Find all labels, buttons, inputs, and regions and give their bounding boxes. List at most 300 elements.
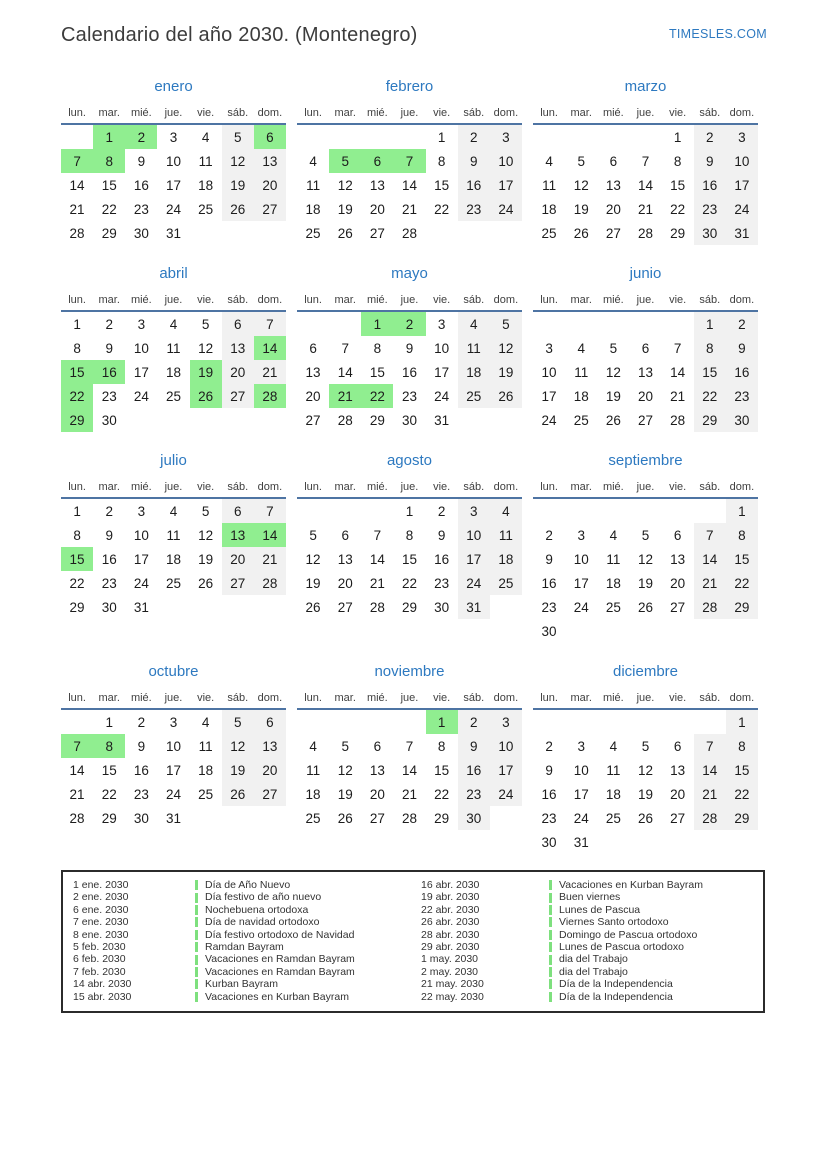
day-cell: 12 <box>198 527 214 543</box>
day-cell-empty <box>629 125 661 149</box>
day-cell: 30 <box>434 599 450 615</box>
weekday-label: jue. <box>164 692 183 704</box>
weekday-header <box>61 479 286 499</box>
month-title: agosto <box>386 452 433 469</box>
month-title: febrero <box>385 78 434 95</box>
day-cell: 25 <box>198 786 214 802</box>
legend-date: 15 abr. 2030 <box>73 990 132 1003</box>
weekday-label: dom. <box>493 481 519 493</box>
day-cell: 12 <box>305 551 321 567</box>
day-cell: 19 <box>337 786 353 802</box>
day-cell: 21 <box>401 201 417 217</box>
day-cell-empty <box>662 312 694 336</box>
day-cell: 4 <box>169 316 178 332</box>
weekday-label: mié. <box>366 294 388 306</box>
holiday-marker-icon <box>195 942 198 952</box>
day-cell: 1 <box>73 503 81 519</box>
day-cell: 15 <box>61 360 93 384</box>
day-cell: 5 <box>641 738 650 754</box>
day-cell: 27 <box>222 384 254 408</box>
weekday-label: mar. <box>334 107 356 119</box>
day-cell: 22 <box>434 786 450 802</box>
day-cell: 28 <box>337 412 353 428</box>
day-cell: 23 <box>401 388 417 404</box>
day-cell: 29 <box>694 408 726 432</box>
day-cell: 24 <box>165 786 181 802</box>
day-cell: 22 <box>670 201 686 217</box>
day-cell: 3 <box>490 710 522 734</box>
weekday-label: jue. <box>164 294 183 306</box>
day-cell: 17 <box>133 551 149 567</box>
day-cell: 10 <box>726 149 758 173</box>
weekday-label: sáb. <box>227 692 249 704</box>
month-days <box>297 312 522 432</box>
day-cell: 20 <box>670 575 686 591</box>
day-cell: 19 <box>637 575 653 591</box>
day-cell: 20 <box>254 173 286 197</box>
day-cell: 28 <box>694 595 726 619</box>
month-days <box>297 125 522 245</box>
day-cell: 21 <box>369 575 385 591</box>
weekday-label: mié. <box>366 107 388 119</box>
day-cell-empty <box>597 125 629 149</box>
month-diciembre <box>533 663 758 854</box>
day-cell: 26 <box>190 384 222 408</box>
day-cell: 18 <box>458 360 490 384</box>
day-cell: 17 <box>490 758 522 782</box>
weekday-label: lun. <box>304 692 322 704</box>
day-cell: 23 <box>541 599 557 615</box>
day-cell: 10 <box>434 340 450 356</box>
day-cell: 2 <box>437 503 446 519</box>
weekday-label: mié. <box>602 481 624 493</box>
day-cell: 31 <box>165 810 181 826</box>
day-cell: 20 <box>369 201 385 217</box>
day-cell: 13 <box>337 551 353 567</box>
day-cell-empty <box>297 710 329 734</box>
day-cell: 8 <box>93 734 125 758</box>
site-link[interactable]: TIMESLES.COM <box>668 27 767 41</box>
day-cell: 2 <box>545 738 553 754</box>
day-cell: 16 <box>401 364 417 380</box>
day-cell: 9 <box>545 551 553 567</box>
day-cell: 27 <box>222 571 254 595</box>
legend-holiday-name: Día festivo de año nuevo <box>205 891 322 904</box>
month-noviembre <box>297 663 522 854</box>
day-cell: 31 <box>573 834 589 850</box>
month-days <box>61 312 286 432</box>
legend-holiday <box>549 978 753 990</box>
month-days <box>61 710 286 830</box>
weekday-label: mar. <box>98 107 120 119</box>
day-cell: 26 <box>337 225 353 241</box>
month-febrero <box>297 78 522 245</box>
day-cell: 12 <box>637 551 653 567</box>
day-cell-empty <box>297 499 329 523</box>
weekday-label: sáb. <box>699 107 721 119</box>
legend-date: 6 feb. 2030 <box>73 953 126 966</box>
month-title: marzo <box>624 78 667 95</box>
day-cell: 15 <box>101 762 117 778</box>
day-cell: 8 <box>437 153 446 169</box>
month-title: octubre <box>148 663 199 680</box>
day-cell: 19 <box>490 360 522 384</box>
day-cell: 30 <box>101 412 117 428</box>
day-cell: 4 <box>577 340 585 356</box>
day-cell-empty <box>565 312 597 336</box>
day-cell: 6 <box>373 738 382 754</box>
weekday-header <box>297 479 522 499</box>
day-cell: 15 <box>694 360 726 384</box>
day-cell: 11 <box>542 177 557 193</box>
day-cell: 2 <box>125 125 157 149</box>
weekday-label: vie. <box>197 107 215 119</box>
weekday-label: lun. <box>540 692 558 704</box>
day-cell: 27 <box>637 412 653 428</box>
weekday-label: mar. <box>334 294 356 306</box>
legend-date: 29 abr. 2030 <box>421 941 480 954</box>
day-cell: 9 <box>105 527 113 543</box>
day-cell: 23 <box>694 197 726 221</box>
day-cell: 9 <box>694 149 726 173</box>
weekday-label: jue. <box>400 294 419 306</box>
day-cell: 26 <box>198 575 214 591</box>
day-cell: 5 <box>201 316 210 332</box>
day-cell: 5 <box>201 503 210 519</box>
day-cell-empty <box>533 312 565 336</box>
day-cell: 23 <box>434 575 450 591</box>
day-cell: 11 <box>306 762 321 778</box>
day-cell-empty <box>694 710 726 734</box>
day-cell: 13 <box>369 762 385 778</box>
day-cell: 7 <box>61 149 93 173</box>
day-cell: 15 <box>434 177 450 193</box>
day-cell: 3 <box>577 527 585 543</box>
day-cell: 25 <box>305 810 321 826</box>
weekday-label: jue. <box>164 481 183 493</box>
day-cell: 29 <box>726 806 758 830</box>
day-cell: 11 <box>606 551 621 567</box>
day-cell: 9 <box>726 336 758 360</box>
weekday-label: lun. <box>540 294 558 306</box>
day-cell: 16 <box>93 360 125 384</box>
month-days <box>533 710 758 854</box>
day-cell: 9 <box>405 340 414 356</box>
holiday-marker-icon <box>195 893 198 903</box>
day-cell-empty <box>361 125 393 149</box>
day-cell: 1 <box>726 710 758 734</box>
weekday-label: dom. <box>729 692 755 704</box>
day-cell: 2 <box>105 316 113 332</box>
holiday-marker-icon <box>195 917 198 927</box>
weekday-label: dom. <box>493 107 519 119</box>
day-cell-empty <box>662 710 694 734</box>
day-cell: 21 <box>254 547 286 571</box>
day-cell: 23 <box>458 197 490 221</box>
weekday-label: sáb. <box>463 107 485 119</box>
weekday-label: mar. <box>334 692 356 704</box>
day-cell: 11 <box>198 153 213 169</box>
day-cell: 8 <box>93 149 125 173</box>
weekday-label: mié. <box>366 481 388 493</box>
weekday-label: mar. <box>98 481 120 493</box>
legend-holiday <box>549 879 753 891</box>
day-cell: 3 <box>490 125 522 149</box>
day-cell: 25 <box>165 575 181 591</box>
day-cell: 8 <box>694 336 726 360</box>
weekday-label: lun. <box>540 481 558 493</box>
day-cell: 1 <box>694 312 726 336</box>
weekday-label: dom. <box>257 107 283 119</box>
legend-date: 2 ene. 2030 <box>73 891 129 904</box>
day-cell: 6 <box>673 738 682 754</box>
day-cell: 19 <box>198 551 214 567</box>
day-cell: 4 <box>201 129 210 145</box>
weekday-label: dom. <box>257 481 283 493</box>
weekday-label: mar. <box>570 107 592 119</box>
day-cell: 15 <box>401 551 417 567</box>
day-cell: 22 <box>361 384 393 408</box>
month-title: enero <box>154 78 193 95</box>
day-cell-empty <box>297 312 329 336</box>
holiday-marker-icon <box>195 880 198 890</box>
day-cell: 30 <box>401 412 417 428</box>
holiday-marker-icon <box>195 979 198 989</box>
day-cell: 23 <box>541 810 557 826</box>
day-cell-empty <box>393 710 425 734</box>
legend-holiday <box>195 929 421 941</box>
day-cell: 24 <box>573 599 589 615</box>
day-cell-empty <box>565 710 597 734</box>
day-cell-empty <box>297 125 329 149</box>
day-cell: 24 <box>458 571 490 595</box>
day-cell-empty <box>597 312 629 336</box>
day-cell: 15 <box>670 177 686 193</box>
legend-holiday <box>549 904 753 916</box>
day-cell: 15 <box>369 364 385 380</box>
day-cell: 22 <box>434 201 450 217</box>
day-cell: 4 <box>169 503 178 519</box>
day-cell: 10 <box>458 523 490 547</box>
day-cell: 21 <box>69 786 85 802</box>
day-cell: 14 <box>254 523 286 547</box>
weekday-label: dom. <box>729 294 755 306</box>
legend-date: 28 abr. 2030 <box>421 928 480 941</box>
holiday-marker-icon <box>549 893 552 903</box>
month-title: junio <box>629 265 662 282</box>
day-cell: 19 <box>222 173 254 197</box>
day-cell: 25 <box>165 388 181 404</box>
day-cell: 25 <box>490 571 522 595</box>
day-cell: 20 <box>637 388 653 404</box>
day-cell-empty <box>533 499 565 523</box>
day-cell: 12 <box>222 149 254 173</box>
day-cell-empty <box>629 312 661 336</box>
weekday-label: sáb. <box>227 294 249 306</box>
day-cell: 27 <box>605 225 621 241</box>
legend-holiday-name: Vacaciones en Ramdan Bayram <box>205 953 355 966</box>
day-cell: 26 <box>222 782 254 806</box>
day-cell: 24 <box>133 388 149 404</box>
legend-holiday <box>549 891 753 903</box>
legend-holiday <box>195 966 421 978</box>
weekday-label: mié. <box>602 107 624 119</box>
day-cell-empty <box>61 710 93 734</box>
weekday-label: dom. <box>729 107 755 119</box>
day-cell: 10 <box>490 734 522 758</box>
day-cell: 13 <box>254 734 286 758</box>
weekday-header <box>297 690 522 710</box>
legend-holiday-name: Buen viernes <box>559 891 621 904</box>
day-cell: 11 <box>606 762 621 778</box>
day-cell: 22 <box>726 782 758 806</box>
legend-holiday <box>195 978 421 990</box>
holiday-marker-icon <box>195 905 198 915</box>
legend-holiday <box>195 879 421 891</box>
day-cell: 8 <box>405 527 414 543</box>
day-cell: 19 <box>605 388 621 404</box>
day-cell: 3 <box>437 316 446 332</box>
month-title: abril <box>159 265 188 282</box>
day-cell: 20 <box>337 575 353 591</box>
day-cell: 19 <box>190 360 222 384</box>
day-cell: 9 <box>545 762 553 778</box>
day-cell: 24 <box>726 197 758 221</box>
legend-holiday <box>195 916 421 928</box>
legend-date: 26 abr. 2030 <box>421 916 480 929</box>
legend-date: 2 may. 2030 <box>421 965 479 978</box>
day-cell: 18 <box>490 547 522 571</box>
day-cell: 4 <box>545 153 553 169</box>
day-cell: 28 <box>254 571 286 595</box>
day-cell: 18 <box>165 364 181 380</box>
day-cell: 5 <box>577 153 585 169</box>
weekday-label: mié. <box>130 692 152 704</box>
day-cell-empty <box>329 710 361 734</box>
month-agosto <box>297 452 522 643</box>
weekday-label: dom. <box>257 692 283 704</box>
day-cell: 24 <box>165 201 181 217</box>
legend-holiday-name: Vacaciones en Kurban Bayram <box>559 879 703 891</box>
day-cell: 22 <box>69 575 85 591</box>
weekday-label: dom. <box>729 481 755 493</box>
day-cell: 9 <box>458 149 490 173</box>
day-cell: 20 <box>222 547 254 571</box>
day-cell: 3 <box>169 714 178 730</box>
day-cell: 7 <box>694 734 726 758</box>
weekday-label: sáb. <box>699 481 721 493</box>
day-cell: 23 <box>458 782 490 806</box>
weekday-label: jue. <box>400 481 419 493</box>
day-cell: 23 <box>726 384 758 408</box>
day-cell: 10 <box>573 551 589 567</box>
month-days <box>533 312 758 432</box>
day-cell: 3 <box>169 129 178 145</box>
day-cell: 25 <box>458 384 490 408</box>
weekday-label: lun. <box>68 294 86 306</box>
day-cell: 27 <box>254 782 286 806</box>
holiday-marker-icon <box>195 967 198 977</box>
day-cell: 10 <box>133 527 149 543</box>
day-cell: 6 <box>609 153 618 169</box>
day-cell: 28 <box>637 225 653 241</box>
day-cell: 31 <box>165 225 181 241</box>
weekday-header <box>61 690 286 710</box>
day-cell: 18 <box>605 575 621 591</box>
month-days <box>533 125 758 245</box>
day-cell: 18 <box>573 388 589 404</box>
weekday-header <box>533 479 758 499</box>
day-cell: 31 <box>726 221 758 245</box>
legend-holiday-name: Domingo de Pascua ortodoxo <box>559 928 698 941</box>
weekday-header <box>533 292 758 312</box>
weekday-label: sáb. <box>227 481 249 493</box>
day-cell: 12 <box>337 762 353 778</box>
month-title: julio <box>160 452 187 469</box>
weekday-label: vie. <box>669 294 687 306</box>
day-cell: 26 <box>222 197 254 221</box>
day-cell: 4 <box>609 527 618 543</box>
legend-holiday-name: Día de la Independencia <box>559 978 673 991</box>
day-cell: 11 <box>198 738 213 754</box>
day-cell: 29 <box>69 599 85 615</box>
day-cell: 15 <box>61 547 93 571</box>
day-cell: 27 <box>337 599 353 615</box>
day-cell: 22 <box>61 384 93 408</box>
day-cell: 6 <box>222 499 254 523</box>
day-cell: 10 <box>133 340 149 356</box>
day-cell: 4 <box>490 499 522 523</box>
day-cell: 4 <box>309 738 317 754</box>
day-cell: 16 <box>458 173 490 197</box>
day-cell: 14 <box>401 762 417 778</box>
day-cell: 28 <box>254 384 286 408</box>
day-cell: 12 <box>573 177 589 193</box>
day-cell: 12 <box>337 177 353 193</box>
day-cell: 29 <box>670 225 686 241</box>
weekday-header <box>297 105 522 125</box>
day-cell: 14 <box>254 336 286 360</box>
day-cell: 23 <box>101 575 117 591</box>
day-cell: 30 <box>541 834 557 850</box>
day-cell: 8 <box>673 153 682 169</box>
day-cell-empty <box>61 125 93 149</box>
day-cell: 6 <box>254 125 286 149</box>
legend-holiday-name: Vacaciones en Ramdan Bayram <box>205 965 355 978</box>
day-cell: 6 <box>673 527 682 543</box>
day-cell: 2 <box>694 125 726 149</box>
weekday-label: mar. <box>570 294 592 306</box>
weekday-label: jue. <box>164 107 183 119</box>
day-cell: 6 <box>309 340 317 356</box>
day-cell: 1 <box>426 710 458 734</box>
day-cell: 7 <box>641 153 650 169</box>
day-cell: 27 <box>369 810 385 826</box>
day-cell: 5 <box>609 340 618 356</box>
day-cell: 20 <box>605 201 621 217</box>
day-cell: 30 <box>694 221 726 245</box>
legend-holiday <box>549 966 753 978</box>
legend-holiday <box>549 929 753 941</box>
day-cell: 15 <box>726 547 758 571</box>
day-cell-empty <box>565 125 597 149</box>
day-cell: 29 <box>726 595 758 619</box>
day-cell: 6 <box>222 312 254 336</box>
holiday-marker-icon <box>549 880 552 890</box>
day-cell: 20 <box>305 388 321 404</box>
day-cell: 11 <box>166 527 181 543</box>
legend-holiday-name: dia del Trabajo <box>559 953 628 966</box>
